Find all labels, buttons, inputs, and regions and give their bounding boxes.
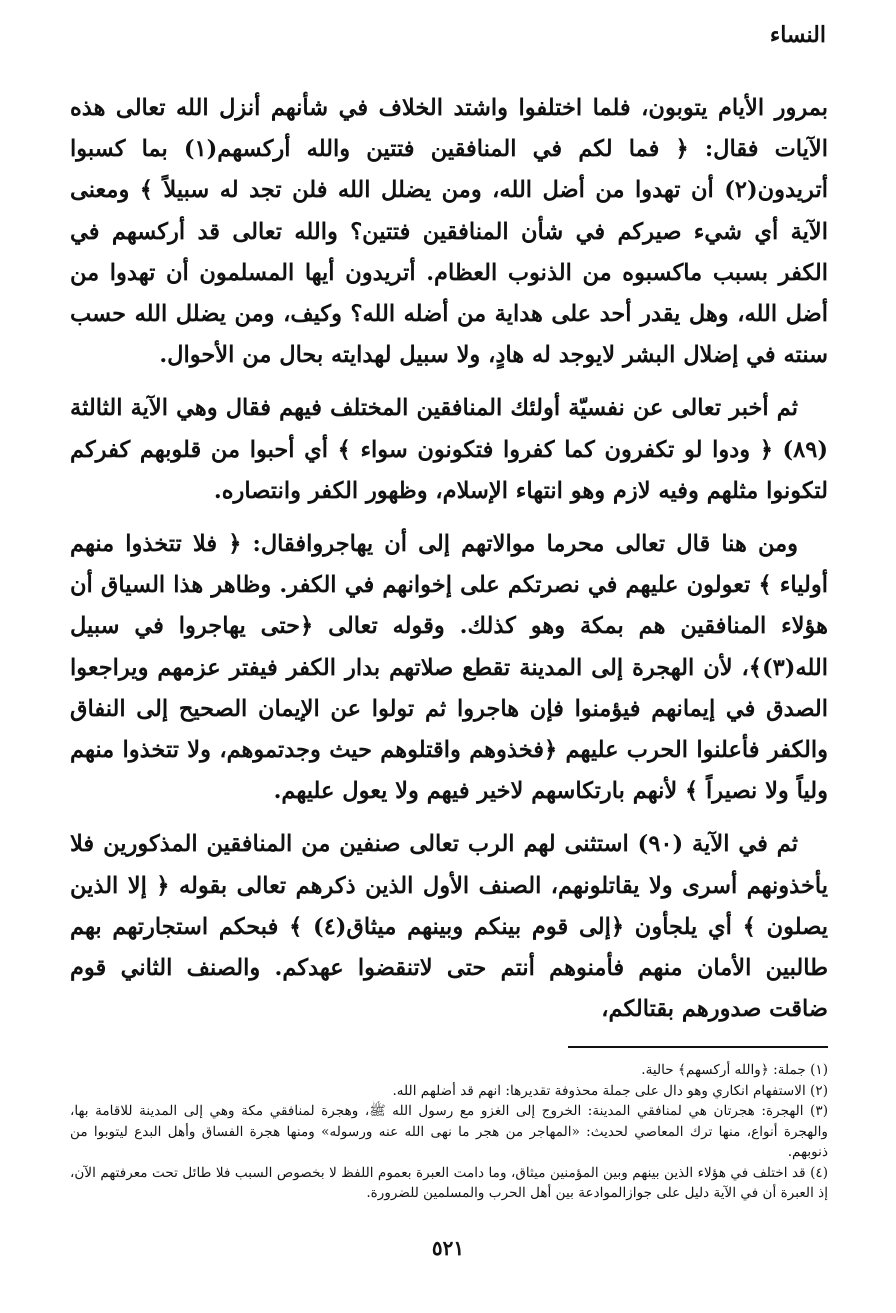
footnote: (٤) قد اختلف في هؤلاء الذين بينهم وبين المؤمنين ميثاق، وما دامت العبرة بعموم اللفظ لا بخصوص السبب فلا طائل تحت معرفتهم الآن، إذ العبرة أن في الآية دليل على جوازالموادعة بين أهل الحرب والمسلمين للضرورة.	[70, 1164, 828, 1201]
main-text	[70, 88, 828, 1030]
paragraph: ثم في الآية (٩٠) استثنى لهم الرب تعالى صنفين من المنافقين المذكورين فلا يأخذونهم أسرى ولا يقاتلونهم، الصنف الأول الذين ذكرهم تعالى بقوله ﴿ إلا الذين يصلون ﴾ أي يلجأون ﴿إلى قوم بينكم وبينهم ميثاق(٤) ﴾ فبحكم استجارتهم بهم طالبين الأمان منهم فأمنوهم أنتم حتى لاتنقضوا عهدكم. والصنف الثاني قوم ضاقت صدورهم بقتالكم،	[70, 831, 828, 1023]
footnote: (١) جملة: ﴿والله أركسهم﴾ حالية.	[641, 1062, 828, 1078]
footnote: (٢) الاستفهام انكاري وهو دال على جملة محذوفة تقديرها: انهم قد أضلهم الله.	[392, 1082, 828, 1099]
paragraph: ثم أخبر تعالى عن نفسيّة أولئك المنافقين المختلف فيهم فقال وهي الآية الثالثة (٨٩) ﴿ ودوا لو تكفرون كما كفروا فتكونون سواء ﴾ أي أحبوا من قلوبهم كفركم لتكونوا مثلهم وفيه لازم وهو انتهاء الإسلام، وظهور الكفر وانتصاره.	[70, 395, 828, 504]
footnotes	[70, 1060, 828, 1204]
page-number: ٥٢١	[431, 1236, 465, 1260]
running-header-title: النساء	[769, 22, 826, 48]
footnote: (٣) الهجرة: هجرتان هي لمنافقي المدينة: الخروج إلى الغزو مع رسول الله ﷺ، وهجرة لمنافقي مكة وهي إلى المدينة للاقامة بها، والهجرة أنواع، منها ترك المعاصي لحديث: «المهاجر من هجر ما نهى الله عنه ورسوله» ومنها هجرة الفساق وأهل البدع ليتوبوا من ذنوبهم.	[70, 1103, 828, 1160]
paragraph: بمرور الأيام يتوبون، فلما اختلفوا واشتد الخلاف في شأنهم أنزل الله تعالى هذه الآيات فقال: ﴿ فما لكم في المنافقين فتتين والله أركسهم(١) بما كسبوا أتريدون(٢) أن تهدوا من أضل الله، ومن يضلل الله فلن تجد له سبيلاً ﴾ ومعنى الآية أي شيء صيركم في شأن المنافقين فتتين؟ والله تعالى قد أركسهم في الكفر بسبب ماكسبوه من الذنوب العظام. أتريدون أيها المسلمون أن تهدوا من أضل الله، وهل يقدر أحد على هداية من أضله الله؟ وكيف، ومن يضلل الله حسب سنته في إضلال البشر لايوجد له هادٍ، ولا سبيل لهدايته بحال من الأحوال.	[70, 95, 828, 369]
paragraph: ومن هنا قال تعالى محرما موالاتهم إلى أن يهاجروافقال: ﴿ فلا تتخذوا منهم أولياء ﴾ تعولون عليهم في نصرتكم على إخوانهم في الكفر. وظاهر هذا السياق أن هؤلاء المنافقين هم بمكة وهو كذلك. وقوله تعالى ﴿حتى يهاجروا في سبيل الله(٣)﴾، لأن الهجرة إلى المدينة تقطع صلاتهم بدار الكفر فيفتر عزمهم ويراجعوا الصدق في إيمانهم فيؤمنوا فإن هاجروا ثم تولوا عن الإيمان الصحيح إلى النفاق والكفر فأعلنوا الحرب عليهم ﴿فخذوهم واقتلوهم حيث وجدتموهم، ولا تتخذوا منهم ولياً ولا نصيراً ﴾ لأنهم بارتكاسهم لاخير فيهم ولا يعول عليهم.	[70, 531, 828, 805]
footnote-divider	[568, 1046, 828, 1048]
